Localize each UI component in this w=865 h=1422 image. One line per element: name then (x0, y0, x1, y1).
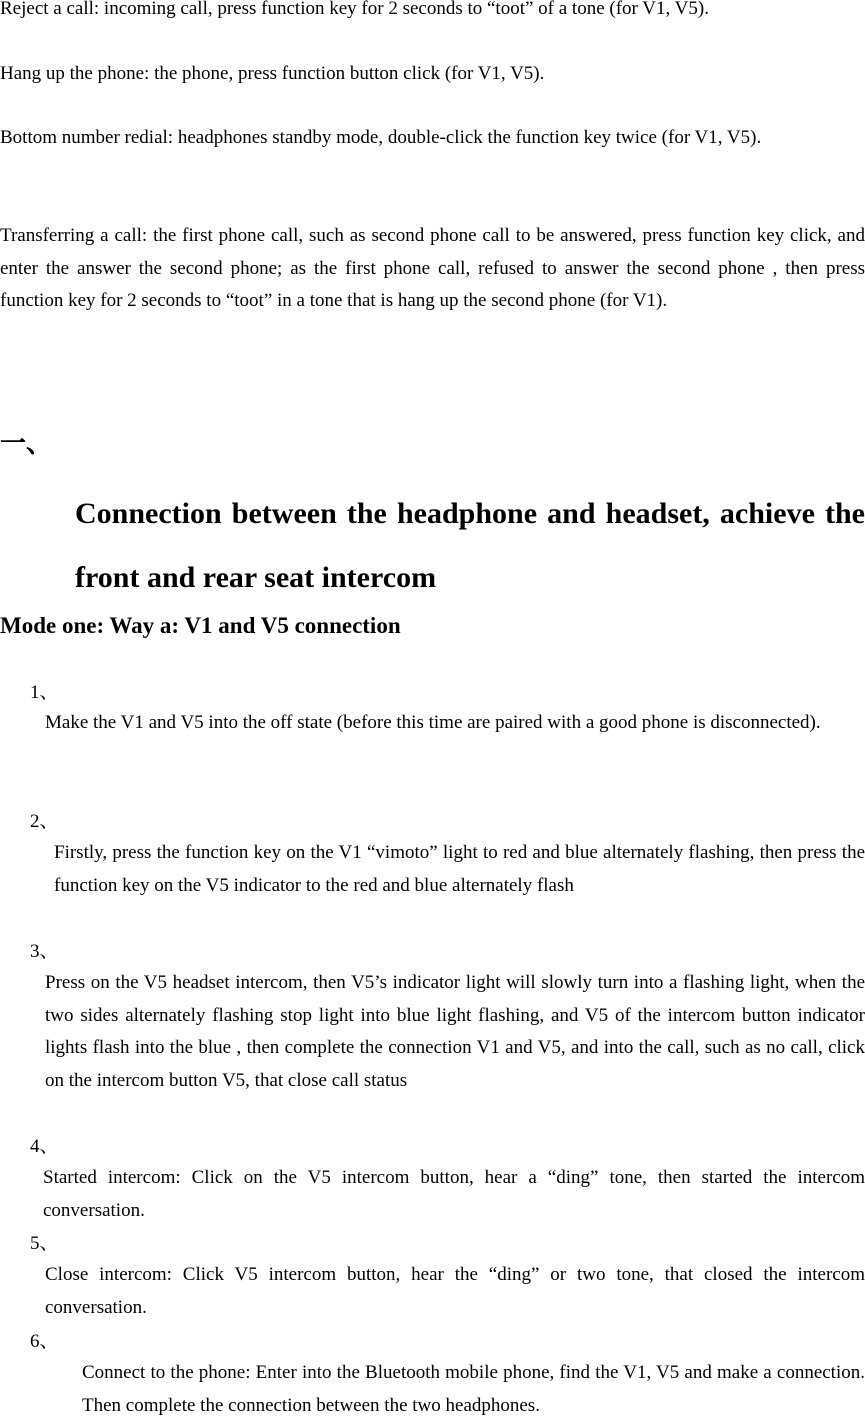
step-number-4: 4、 (30, 1136, 59, 1157)
step-number-5: 5、 (30, 1233, 59, 1254)
paragraph-reject-call: Reject a call: incoming call, press function key for 2 seconds to “toot” of a tone (for V1, V5). (0, 0, 709, 19)
step-text-3: Press on the V5 headset intercom, then V5’s indicator light will slowly turn into a flashing light, when the two sides alternately flashing stop light into blue light flashing, and V5 of the intercom button indicator lights flash into the blue , then complete the connection V1 and V5, and into the call, such as no call, click on the intercom button V5, that close call status (45, 972, 865, 1091)
mode-heading: Mode one: Way a: V1 and V5 connection (0, 613, 401, 638)
step-text-6: Connect to the phone: Enter into the Bluetooth mobile phone, find the V1, V5 and make a connection. Then complete the connection between the two headphones. (82, 1362, 865, 1416)
section-title: Connection between the headphone and headset, achieve the front and rear seat intercom (75, 497, 865, 594)
paragraph-transfer: Transferring a call: the first phone call, such as second phone call to be answered, press function key click, and enter the answer the second phone; as the first phone call, refused to answer the second phone , then press function key for 2 seconds to “toot” in a tone that is hang up the second phone (for V1). (0, 225, 865, 311)
step-number-1: 1、 (30, 682, 59, 703)
step-text-4: Started intercom: Click on the V5 intercom button, hear a “ding” tone, then started the intercom conversation. (43, 1167, 865, 1221)
step-number-3: 3、 (30, 941, 59, 962)
paragraph-redial: Bottom number redial: headphones standby mode, double-click the function key twice (for V1, V5). (0, 127, 762, 148)
step-text-1: Make the V1 and V5 into the off state (before this time are paired with a good phone is disconnected). (45, 712, 821, 733)
section-number: 一、 (0, 429, 53, 458)
step-number-2: 2、 (30, 811, 59, 832)
step-number-6: 6、 (30, 1331, 59, 1352)
paragraph-hang-up: Hang up the phone: the phone, press function button click (for V1, V5). (0, 63, 545, 84)
step-text-5: Close intercom: Click V5 intercom button, hear the “ding” or two tone, that closed the intercom conversation. (45, 1264, 865, 1318)
step-text-2: Firstly, press the function key on the V1 “vimoto” light to red and blue alternately flashing, then press the function key on the V5 indicator to the red and blue alternately flash (54, 842, 865, 896)
